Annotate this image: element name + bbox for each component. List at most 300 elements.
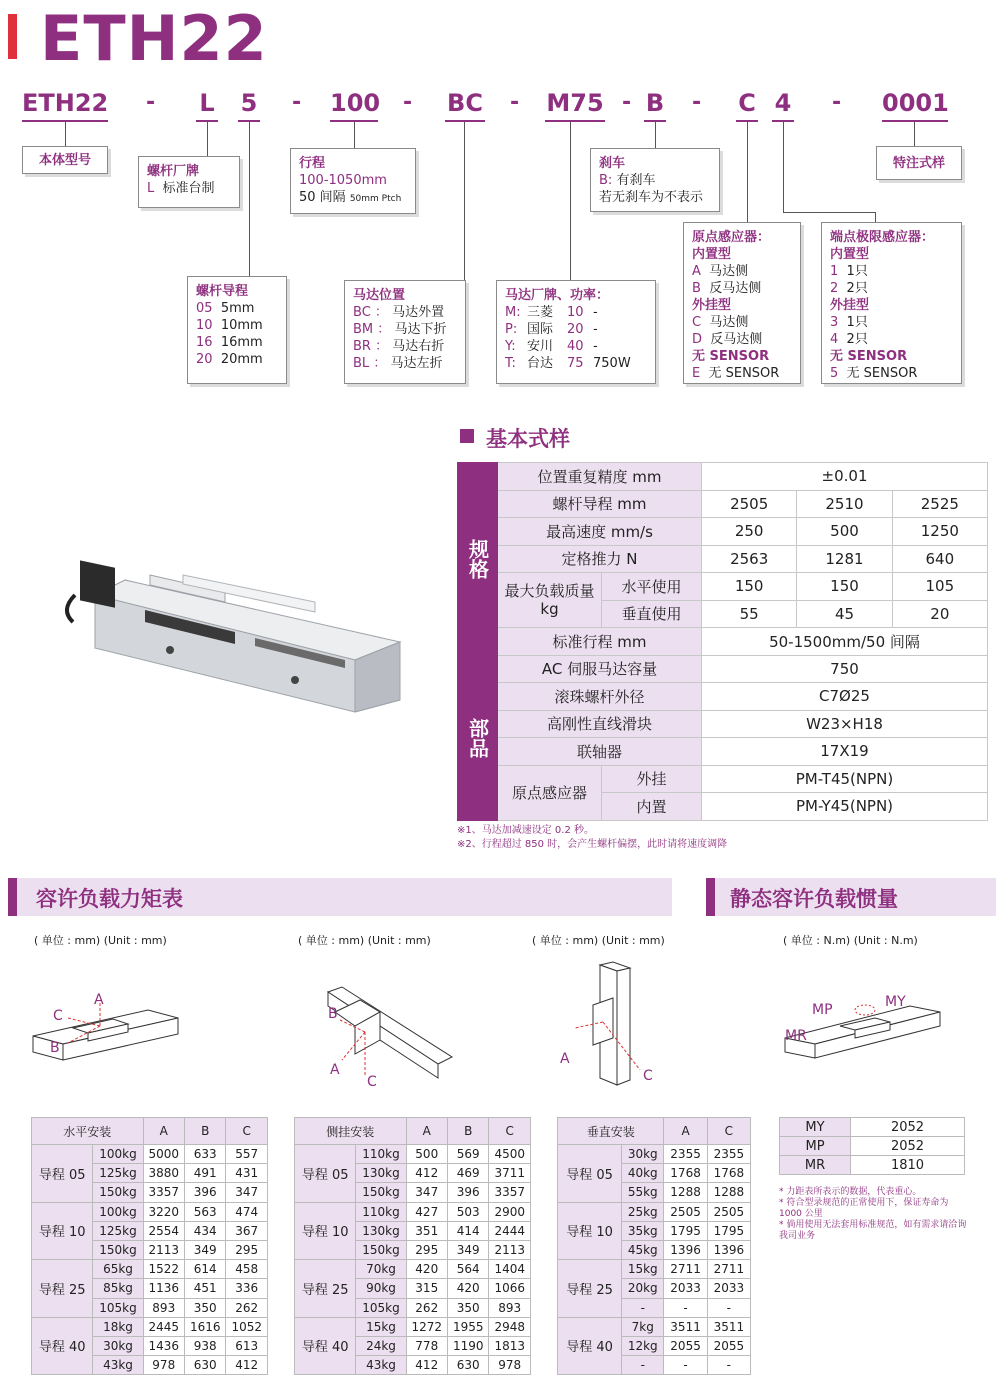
spec-sublabel: 内置 [602,793,702,821]
option-code: T: [505,356,516,371]
option-code: E [692,366,701,381]
table-row [458,683,988,711]
moment-value: 557 [226,1145,268,1164]
moment-value: 347 [406,1183,447,1202]
horizontal-mount-diagram [28,988,188,1078]
moment-value: 3511 [664,1317,707,1336]
code-stroke: 100 [330,88,378,122]
option-text: 安川 [527,339,554,354]
static-value: 1810 [851,1156,965,1175]
column-header: C [489,1118,531,1145]
load-weight: 130kg [356,1221,406,1240]
moment-value: 1288 [664,1183,707,1202]
table-row [458,490,988,518]
option-power-code: 20 [567,322,584,337]
option-text: 1只 [846,315,868,330]
option-code: 05 [196,301,213,316]
connector-line [914,122,915,146]
moment-value: 396 [185,1183,226,1202]
static-note: * 符合型录规范的正常使用下，保证寿命为 1000 公里 [779,1198,949,1219]
moment-value: 431 [226,1164,268,1183]
option-text: 5mm [220,301,255,316]
limit-sub-external: 外挂型 [830,298,870,313]
option-sep: ： [377,322,391,337]
motor-box [496,280,656,384]
moment-value: 427 [406,1202,447,1221]
vertical-mount-diagram [555,960,665,1090]
moment-value: - [707,1356,750,1375]
spec-value: 105 [892,573,987,601]
spec-table [457,462,988,821]
static-note: * 倘用使用无法套用标准规范，如有需求请洽询我司业务 [779,1220,967,1241]
option-code: B [692,281,701,296]
table-row [458,628,988,656]
moment-value: 1396 [664,1240,707,1259]
load-weight: 43kg [356,1356,406,1375]
option-text: 1只 [846,264,868,279]
spec-value: W23×H18 [702,710,988,738]
moment-value: 420 [406,1260,447,1279]
diagram-label: MR [785,1028,807,1044]
table-row [295,1145,531,1164]
moment-value: 630 [448,1356,489,1375]
screw-brand-box [138,156,240,208]
load-weight: 150kg [356,1240,406,1259]
brake-box [590,148,720,212]
option-text: 反马达侧 [710,332,763,347]
moment-value: 1955 [448,1317,489,1336]
title-accent-bar [8,14,17,59]
side-mount-diagram [320,982,460,1090]
code-dash: - [622,90,632,115]
option-text: 马达侧 [709,315,749,330]
spec-value: 640 [892,545,987,573]
motor-title: 马达厂牌、功率： [505,288,610,303]
moment-value: 978 [489,1356,531,1375]
lead-group-label: 导程 05 [295,1145,356,1203]
option-code: D [692,332,703,347]
moment-value: 633 [185,1145,226,1164]
moment-value: 2113 [489,1240,531,1259]
stroke-pitch: 50mm Ptch [349,194,402,204]
unit-label: ( 单位 : mm) (Unit : mm) [298,934,431,947]
lead-group-label: 导程 25 [295,1260,356,1318]
option-code: 20 [196,352,213,367]
moment-value: 347 [226,1183,268,1202]
table-row [780,1156,965,1175]
spec-sublabel: 外挂 [602,765,702,793]
moment-value: 4500 [489,1145,531,1164]
load-weight: 24kg [356,1336,406,1355]
lead-group-label: 导程 40 [32,1317,93,1375]
spec-label: 标准行程 mm [498,628,702,656]
spec-value: ±0.01 [702,463,988,491]
code-screw-brand: L [196,88,218,122]
moment-value: 350 [185,1298,226,1317]
product-image [55,540,415,760]
option-code: BL [353,356,370,371]
moment-value: 2445 [143,1317,184,1336]
spec-note: ※2、行程超过 850 时，会产生螺杆偏摆，此时请将速度调降 [457,839,728,850]
spec-value: 1250 [892,518,987,546]
static-inertia-table [779,1117,965,1175]
table-row [32,1317,268,1336]
option-text: 有刹车 [616,173,656,188]
load-weight: - [622,1298,664,1317]
moment-value: 349 [185,1240,226,1259]
option-code: 16 [196,335,213,350]
moment-value: 474 [226,1202,268,1221]
moment-value: 3357 [143,1183,184,1202]
limit-sub-none: 无 SENSOR [830,349,908,364]
table-row [458,463,988,491]
option-text: 马达下折 [394,322,447,337]
table-row [458,655,988,683]
load-weight: 150kg [93,1240,143,1259]
moment-value: 2355 [664,1145,707,1164]
moment-value: 2113 [143,1240,184,1259]
connector-line [570,122,571,280]
option-code: 3 [830,315,839,330]
moment-value: 434 [185,1221,226,1240]
load-weight: 105kg [356,1298,406,1317]
static-key: MP [780,1137,851,1156]
load-weight: 45kg [622,1240,664,1259]
connector-line [747,122,748,222]
spec-value: 1281 [797,545,892,573]
option-text: 马达外置 [392,305,445,320]
table-header-row [295,1118,531,1145]
load-weight: 35kg [622,1221,664,1240]
diagram-label: MP [812,1002,833,1018]
moment-value: 1190 [448,1336,489,1355]
moment-section-title: 容许负载力矩表 [36,887,183,911]
option-code: BM [353,322,374,337]
stroke-interval: 50 间隔 [299,190,346,205]
spec-label: 螺杆导程 mm [498,490,702,518]
moment-value: 3220 [143,1202,184,1221]
moment-value: 1052 [226,1317,268,1336]
moment-value: 3511 [707,1317,750,1336]
load-weight: 110kg [356,1145,406,1164]
origin-sensor-box [683,222,801,384]
load-weight: 100kg [93,1145,143,1164]
option-text: 反马达侧 [709,281,762,296]
moment-value: 5000 [143,1145,184,1164]
option-code: M: [505,305,521,320]
spec-group-label: 规格 [458,463,498,656]
moment-value: 563 [185,1202,226,1221]
option-text: 20mm [220,352,263,367]
moment-value: 2055 [664,1336,707,1355]
table-row [458,710,988,738]
moment-value: 503 [448,1202,489,1221]
moment-value: 1795 [707,1221,750,1240]
table-row [558,1202,751,1221]
spec-value: 45 [797,600,892,628]
load-weight: - [622,1356,664,1375]
diagram-label: C [367,1074,377,1090]
spec-value: PM-Y45(NPN) [702,793,988,821]
option-text: 16mm [220,335,263,350]
static-section-title: 静态容许负载惯量 [730,887,898,911]
code-lead: 5 [238,88,260,122]
connector-line [249,122,250,276]
code-dash: - [146,90,156,115]
moment-value: 2033 [707,1279,750,1298]
moment-value: 414 [448,1221,489,1240]
diagram-label: B [328,1006,338,1022]
moment-value: 614 [185,1260,226,1279]
vertical-load-table [557,1117,751,1375]
origin-sub-none: 无 SENSOR [692,349,770,364]
load-weight: 125kg [93,1164,143,1183]
lead-group-label: 导程 25 [558,1260,622,1318]
load-weight: 18kg [93,1317,143,1336]
table-row [32,1145,268,1164]
moment-value: 1136 [143,1279,184,1298]
code-dash: - [403,90,413,115]
moment-value: 978 [143,1356,184,1375]
moment-value: 412 [406,1164,447,1183]
diagram-label: C [53,1008,63,1024]
diagram-label: A [560,1051,570,1067]
moment-value: 351 [406,1221,447,1240]
table-row [780,1118,965,1137]
static-key: MY [780,1118,851,1137]
load-weight: 7kg [622,1317,664,1336]
lead-group-label: 导程 25 [32,1260,93,1318]
moment-value: - [664,1356,707,1375]
load-weight: 15kg [356,1317,406,1336]
model-box [22,146,108,174]
option-power: - [593,339,598,354]
motor-position-title: 马达位置 [353,288,406,303]
static-note: * 力距表所表示的数据，代表重心。 [779,1187,922,1197]
moment-value: 2711 [707,1260,750,1279]
column-header: 水平安装 [32,1118,144,1145]
spec-value: C7Ø25 [702,683,988,711]
spec-value: 750 [702,655,988,683]
table-row [458,545,988,573]
static-section-header [706,878,996,916]
moment-value: - [707,1298,750,1317]
moment-value: 2055 [707,1336,750,1355]
spec-label: 高刚性直线滑块 [498,710,702,738]
moment-value: 295 [406,1240,447,1259]
option-text: 三菱 [527,305,554,320]
option-code: 1 [830,264,839,279]
code-dash: - [832,90,842,115]
moment-value: 1272 [406,1317,447,1336]
lead-title: 螺杆导程 [196,284,249,299]
load-weight: 150kg [356,1183,406,1202]
moment-value: 1066 [489,1279,531,1298]
code-dash: - [510,90,520,115]
diagram-label: A [330,1062,340,1078]
moment-value: 315 [406,1279,447,1298]
diagram-label: B [50,1040,60,1056]
lead-box [187,276,287,384]
moment-value: 350 [448,1298,489,1317]
option-power-code: 75 [567,356,584,371]
moment-value: 893 [143,1298,184,1317]
spec-label: 位置重复精度 mm [498,463,702,491]
moment-value: 469 [448,1164,489,1183]
option-text: 国际 [527,322,554,337]
table-row [295,1317,531,1336]
spec-value: 2525 [892,490,987,518]
connector-line [354,122,355,148]
moment-value: 336 [226,1279,268,1298]
stroke-title: 行程 [299,156,326,171]
spec-sublabel: 垂直使用 [602,600,702,628]
column-header: A [143,1118,184,1145]
table-row [558,1317,751,1336]
connector-line [783,122,784,212]
moment-value: 491 [185,1164,226,1183]
option-power: 750W [593,356,631,371]
limit-sensor-box [821,222,962,384]
connector-line [65,122,66,146]
moment-value: 3880 [143,1164,184,1183]
option-sep: ： [375,339,389,354]
moment-value: 262 [406,1298,447,1317]
load-weight: 30kg [93,1336,143,1355]
moment-value: 396 [448,1183,489,1202]
limit-title: 端点极限感应器： [830,230,935,245]
spec-value: 2505 [702,490,797,518]
option-power-code: 40 [567,339,584,354]
load-weight: 65kg [93,1260,143,1279]
unit-label: ( 单位 : mm) (Unit : mm) [34,934,167,947]
load-weight: 43kg [93,1356,143,1375]
option-power: - [593,305,598,320]
column-header: 垂直安装 [558,1118,664,1145]
column-header: C [226,1118,268,1145]
moment-value: 1396 [707,1240,750,1259]
table-row [780,1137,965,1156]
unit-label: ( 单位 : mm) (Unit : mm) [532,934,665,947]
option-code: 2 [830,281,839,296]
load-weight: 12kg [622,1336,664,1355]
code-model: ETH22 [22,88,108,122]
stroke-range: 100-1050mm [299,173,387,188]
table-row [32,1260,268,1279]
column-header: B [185,1118,226,1145]
load-weight: 15kg [622,1260,664,1279]
moment-value: 893 [489,1298,531,1317]
lead-group-label: 导程 10 [558,1202,622,1260]
moment-value: - [664,1298,707,1317]
load-weight: 150kg [93,1183,143,1202]
brake-title: 刹车 [599,156,626,171]
spec-value: 55 [702,600,797,628]
load-weight: 85kg [93,1279,143,1298]
option-code: Y: [505,339,516,354]
page-title: ETH22 [40,2,268,75]
static-key: MR [780,1156,851,1175]
moment-value: 1522 [143,1260,184,1279]
lead-group-label: 导程 05 [32,1145,93,1203]
spec-value: 20 [892,600,987,628]
table-header-row [558,1118,751,1145]
lead-group-label: 导程 10 [32,1202,93,1260]
brake-note: 若无刹车为不表示 [599,190,704,205]
screw-brand-title: 螺杆厂牌 [147,164,200,179]
moment-value: 2554 [143,1221,184,1240]
connector-line [875,212,876,222]
load-weight: 90kg [356,1279,406,1298]
moment-value: 1795 [664,1221,707,1240]
motor-position-box [344,280,466,384]
load-weight: 125kg [93,1221,143,1240]
option-power-code: 10 [567,305,584,320]
load-weight: 70kg [356,1260,406,1279]
option-code: C [692,315,702,330]
moment-value: 564 [448,1260,489,1279]
moment-value: 1813 [489,1336,531,1355]
option-code: 10 [196,318,213,333]
moment-value: 2355 [707,1145,750,1164]
lead-group-label: 导程 40 [295,1317,356,1375]
spec-value: PM-T45(NPN) [702,765,988,793]
table-row [295,1260,531,1279]
column-header: A [406,1118,447,1145]
moment-value: 778 [406,1336,447,1355]
code-motor: M75 [545,88,605,122]
table-row [458,765,988,793]
option-code: 5 [830,366,839,381]
moment-value: 295 [226,1240,268,1259]
code-dash: - [292,90,302,115]
spec-label: AC 伺服马达容量 [498,655,702,683]
table-row [458,573,988,601]
spec-value: 500 [797,518,892,546]
moment-value: 458 [226,1260,268,1279]
lead-group-label: 导程 05 [558,1145,622,1203]
moment-value: 1616 [185,1317,226,1336]
model-box-title: 本体型号 [38,153,91,168]
moment-value: 2948 [489,1317,531,1336]
moment-value: 500 [406,1145,447,1164]
moment-value: 367 [226,1221,268,1240]
option-text: 马达左折 [390,356,443,371]
spec-label: 最高速度 mm/s [498,518,702,546]
spec-note: ※1、马达加减速设定 0.2 秒。 [457,825,595,836]
option-code: BR [353,339,371,354]
load-weight: 110kg [356,1202,406,1221]
side-load-table [294,1117,531,1375]
code-dash: - [692,90,702,115]
option-code: 4 [830,332,839,347]
origin-sub-external: 外挂型 [692,298,732,313]
diagram-label: MY [885,994,906,1010]
moment-value: 1288 [707,1183,750,1202]
special-box [876,146,962,180]
spec-value: 17X19 [702,738,988,766]
spec-value: 150 [702,573,797,601]
moment-value: 569 [448,1145,489,1164]
spec-value: 250 [702,518,797,546]
load-weight: 25kg [622,1202,664,1221]
option-text: 无 SENSOR [846,366,918,381]
connector-line [783,212,875,213]
option-text: 2只 [846,281,868,296]
load-weight: 130kg [356,1164,406,1183]
moment-value: 1768 [664,1164,707,1183]
moment-value: 2711 [664,1260,707,1279]
